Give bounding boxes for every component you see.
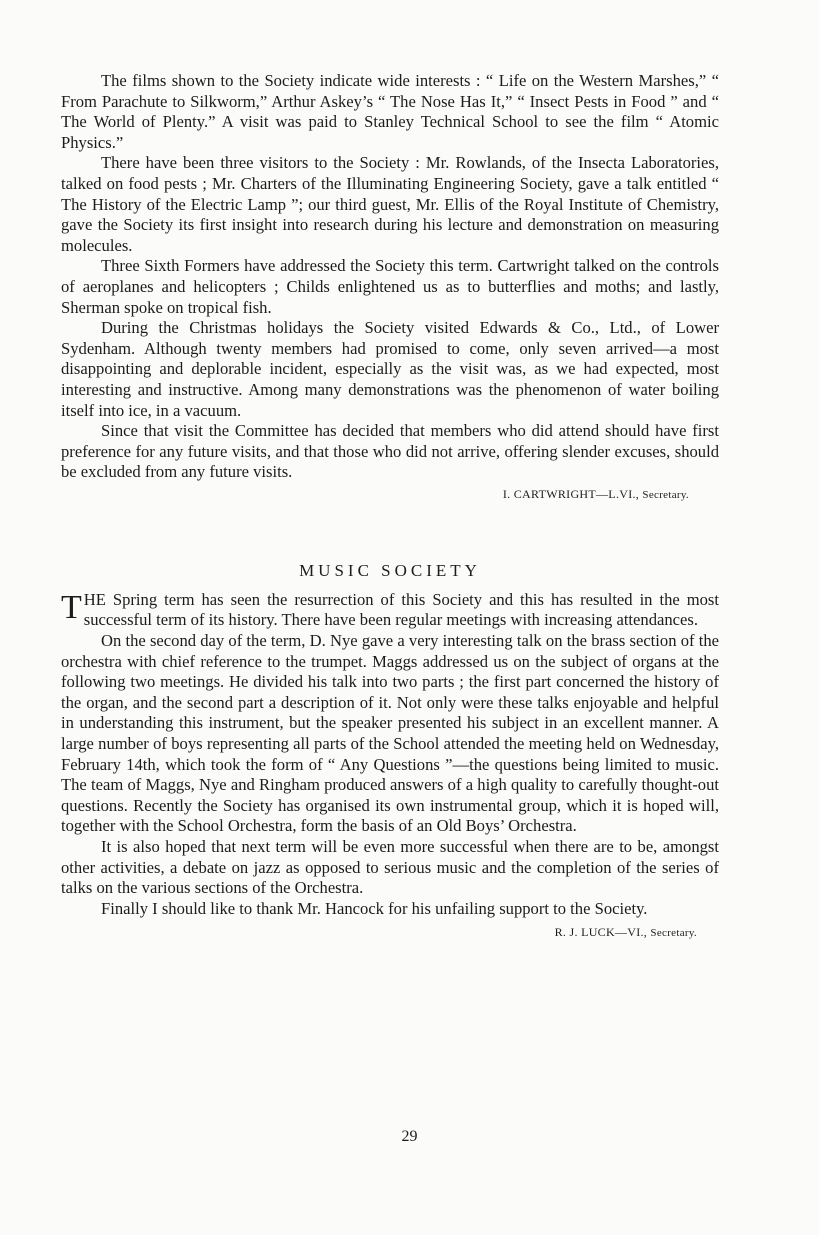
paragraph: Finally I should like to thank Mr. Hancock for his unfailing support to the Society. <box>101 898 648 918</box>
section-heading: MUSIC SOCIETY <box>299 560 481 580</box>
signature <box>61 923 697 942</box>
paragraph: Three Sixth Formers have addressed the Society this term. Cartwright talked on the controls of aeroplanes and helicopters ; Childs enlightened us as to butterflies and moths; and lastly, Sherman spoke on tropical fish. <box>61 256 719 317</box>
music-society-report <box>61 590 719 943</box>
paragraph <box>61 590 719 631</box>
drop-cap: T <box>61 588 82 626</box>
signature <box>61 485 689 504</box>
signature-name: R. J. LUCK—VI., <box>554 925 648 940</box>
signature-name: I. CARTWRIGHT—L.VI., <box>502 486 640 501</box>
page-number: 29 <box>401 1128 418 1145</box>
page-body <box>61 71 719 942</box>
paragraph: The films shown to the Society indicate wide interests : “ Life on the Western Marshes,” “ From Parachute to Silkworm,” Arthur Askey’s “ The Nose Has It,” “ Insect Pests in Food ” and “ The World of Plenty.” A visit was paid to Stanley Technical School to see the film “ Atomic Physics.” <box>61 71 719 152</box>
signature-role: Secretary. <box>650 927 697 940</box>
paragraph: On the second day of the term, D. Nye gave a very interesting talk on the brass section of the orchestra with chief reference to the trumpet. Maggs addressed us on the subject of organs at the following two meetings. He divided his talk into two parts ; the first part concerned the history of the organ, and the second part a description of it. Not only were these talks enjoyable and helpful in understanding this instrument, but the speaker presented his subject in an excellent manner. A large number of boys representing all parts of the School attended the meeting held on Wednesday, February 14th, which took the form of “ Any Questions ”—the questions being limited to music. The team of Maggs, Nye and Ringham produced answers of a high quality to carefully thought-out questions. Recently the Society has organised its own instrumental group, which it is hoped will, together with the School Orchestra, form the basis of an Old Boys’ Orchestra. <box>61 631 719 836</box>
paragraph: It is also hoped that next term will be even more successful when there are to be, amongst other activities, a debate on jazz as opposed to serious music and the completion of the series of talks on the various sections of the Orchestra. <box>61 837 719 898</box>
paragraph-text: HE Spring term has seen the resurrection of this Society and this has resulted in the most successful term of its history. There have been regular meetings with increasing attendances. <box>83 589 719 630</box>
paragraph: There have been three visitors to the Society : Mr. Rowlands, of the Insecta Laboratories, talked on food pests ; Mr. Charters of the Illuminating Engineering Society, gave a talk entitled “ The History of the Electric Lamp ”; our third guest, Mr. Ellis of the Royal Institute of Chemistry, gave the Society its first insight into research during his lecture and demonstration on measuring molecules. <box>61 153 719 255</box>
signature-role: Secretary. <box>642 488 689 501</box>
paragraph: During the Christmas holidays the Society visited Edwards & Co., Ltd., of Lower Sydenham. Although twenty members had promised to come, only seven arrived—a most disappointing and deplorable incident, especially as the visit was, as we had expected, most interesting and instructive. Among many demonstrations was the phenomenon of water boiling itself into ice, in a vacuum. <box>61 318 719 420</box>
science-society-report <box>61 71 719 504</box>
paragraph: Since that visit the Committee has decided that members who did attend should have first preference for any future visits, and that those who did not arrive, offering slender excuses, should be excluded from any future visits. <box>61 421 719 482</box>
